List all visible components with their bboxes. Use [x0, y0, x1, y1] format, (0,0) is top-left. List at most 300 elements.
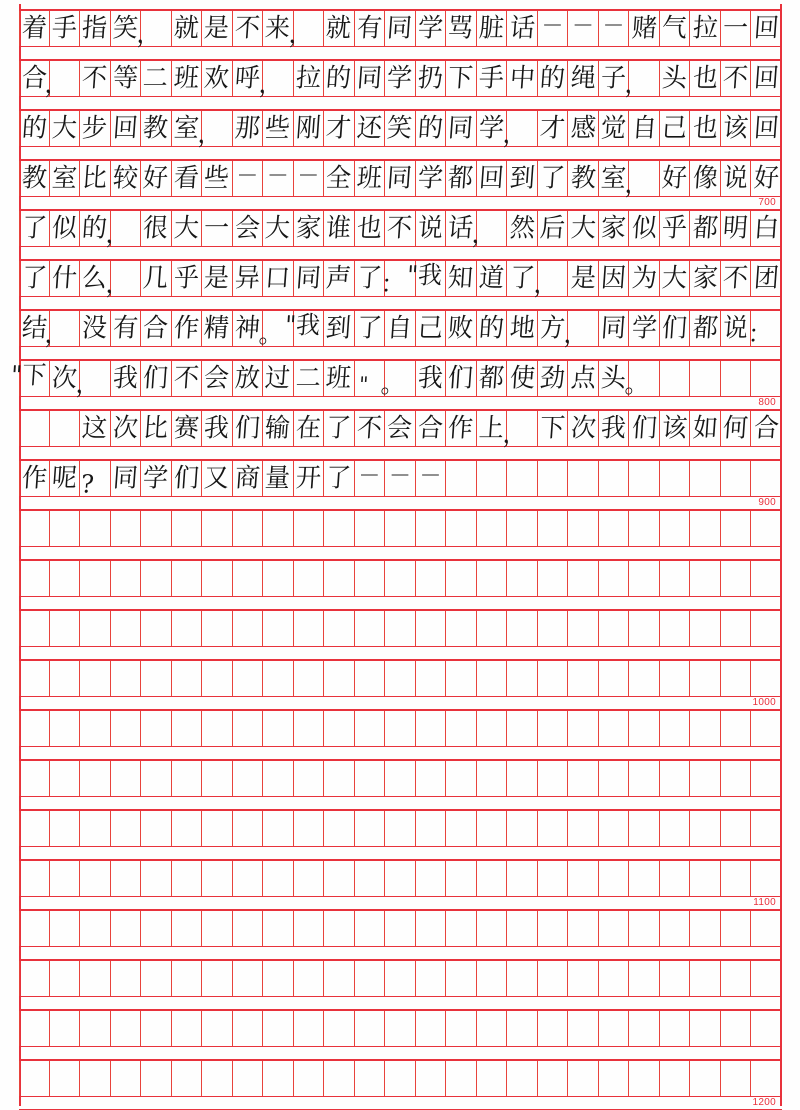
- grid-cell[interactable]: [294, 761, 325, 796]
- grid-cell[interactable]: [538, 761, 569, 796]
- grid-cell[interactable]: [629, 661, 660, 696]
- grid-cell[interactable]: [538, 461, 569, 496]
- grid-cell[interactable]: [446, 911, 477, 946]
- grid-cell[interactable]: [202, 311, 233, 346]
- grid-cell[interactable]: [202, 761, 233, 796]
- grid-cell[interactable]: [233, 111, 264, 146]
- grid-cell[interactable]: [233, 711, 264, 746]
- grid-cell[interactable]: [233, 211, 264, 246]
- grid-cell[interactable]: [324, 811, 355, 846]
- grid-cell[interactable]: [19, 561, 50, 596]
- grid-cell[interactable]: [629, 11, 660, 46]
- grid-cell[interactable]: [660, 961, 691, 996]
- grid-cell[interactable]: [568, 111, 599, 146]
- grid-cell[interactable]: [50, 161, 81, 196]
- grid-cell[interactable]: [9, 359, 50, 396]
- grid-cell[interactable]: [202, 911, 233, 946]
- grid-cell[interactable]: [532, 261, 569, 299]
- grid-cell[interactable]: [405, 259, 447, 296]
- grid-cell[interactable]: [751, 461, 782, 496]
- grid-cell[interactable]: [538, 361, 569, 396]
- grid-cell[interactable]: [263, 461, 294, 496]
- grid-cell[interactable]: [721, 11, 752, 46]
- grid-cell[interactable]: [324, 1011, 355, 1046]
- grid-cell[interactable]: [660, 1061, 691, 1096]
- grid-cell[interactable]: [105, 261, 142, 299]
- grid-cell[interactable]: [660, 161, 691, 196]
- grid-cell[interactable]: [141, 711, 172, 746]
- grid-cell[interactable]: [141, 1061, 172, 1096]
- grid-cell[interactable]: [385, 761, 416, 796]
- grid-cell[interactable]: [19, 1011, 50, 1046]
- grid-cell[interactable]: [690, 11, 721, 46]
- grid-cell[interactable]: [355, 661, 386, 696]
- grid-cell[interactable]: [416, 661, 447, 696]
- grid-cell[interactable]: [202, 1061, 233, 1096]
- grid-cell[interactable]: [721, 511, 752, 546]
- grid-cell[interactable]: [80, 1061, 111, 1096]
- grid-cell[interactable]: [538, 61, 569, 96]
- grid-cell[interactable]: [721, 861, 752, 896]
- grid-cell[interactable]: [172, 811, 203, 846]
- grid-cell[interactable]: [19, 1061, 50, 1096]
- grid-cell[interactable]: [50, 11, 81, 46]
- grid-cell[interactable]: [385, 61, 416, 96]
- grid-cell[interactable]: [660, 911, 691, 946]
- grid-cell[interactable]: [690, 311, 721, 346]
- grid-cell[interactable]: [141, 761, 172, 796]
- grid-cell[interactable]: [751, 361, 782, 396]
- grid-cell[interactable]: [355, 811, 386, 846]
- grid-cell[interactable]: [233, 661, 264, 696]
- grid-cell[interactable]: [172, 611, 203, 646]
- grid-cell[interactable]: [660, 61, 691, 96]
- grid-cell[interactable]: [324, 161, 355, 196]
- grid-cell[interactable]: [599, 711, 630, 746]
- grid-cell[interactable]: [111, 561, 142, 596]
- grid-cell[interactable]: [660, 11, 691, 46]
- grid-cell[interactable]: [294, 411, 325, 446]
- grid-cell[interactable]: [507, 711, 538, 746]
- grid-cell[interactable]: [233, 961, 264, 996]
- grid-cell[interactable]: [660, 311, 691, 346]
- grid-cell[interactable]: [202, 361, 233, 396]
- grid-cell[interactable]: [507, 861, 538, 896]
- grid-cell[interactable]: [263, 361, 294, 396]
- grid-cell[interactable]: [385, 611, 416, 646]
- grid-cell[interactable]: [629, 311, 660, 346]
- grid-cell[interactable]: [721, 961, 752, 996]
- grid-cell[interactable]: [446, 761, 477, 796]
- grid-cell[interactable]: [202, 161, 233, 196]
- grid-cell[interactable]: [294, 811, 325, 846]
- grid-cell[interactable]: [19, 161, 50, 196]
- grid-cell[interactable]: [660, 811, 691, 846]
- grid-cell[interactable]: [202, 61, 233, 96]
- grid-cell[interactable]: [233, 861, 264, 896]
- grid-cell[interactable]: [111, 661, 142, 696]
- grid-cell[interactable]: [599, 11, 630, 46]
- grid-cell[interactable]: [751, 161, 782, 196]
- grid-cell[interactable]: [501, 411, 538, 449]
- grid-cell[interactable]: [751, 11, 782, 46]
- grid-cell[interactable]: [690, 61, 721, 96]
- grid-cell[interactable]: [202, 211, 233, 246]
- grid-cell[interactable]: [599, 561, 630, 596]
- grid-cell[interactable]: [599, 611, 630, 646]
- grid-cell[interactable]: [446, 511, 477, 546]
- grid-cell[interactable]: [111, 411, 142, 446]
- grid-cell[interactable]: [141, 461, 172, 496]
- grid-cell[interactable]: [111, 961, 142, 996]
- grid-cell[interactable]: [690, 1011, 721, 1046]
- grid-cell[interactable]: [80, 311, 111, 346]
- grid-cell[interactable]: [477, 361, 508, 396]
- grid-cell[interactable]: [324, 361, 355, 396]
- grid-cell[interactable]: [50, 111, 81, 146]
- grid-cell[interactable]: [416, 1011, 447, 1046]
- grid-cell[interactable]: [721, 611, 752, 646]
- grid-cell[interactable]: [660, 211, 691, 246]
- grid-cell[interactable]: [294, 1011, 325, 1046]
- grid-cell[interactable]: [172, 561, 203, 596]
- grid-cell[interactable]: [599, 111, 630, 146]
- grid-cell[interactable]: [507, 211, 538, 246]
- grid-cell[interactable]: [385, 661, 416, 696]
- grid-cell[interactable]: [172, 1011, 203, 1046]
- grid-cell[interactable]: [19, 11, 50, 46]
- grid-cell[interactable]: [324, 261, 355, 296]
- grid-cell[interactable]: [446, 1011, 477, 1046]
- grid-cell[interactable]: [355, 911, 386, 946]
- grid-cell[interactable]: [477, 461, 508, 496]
- grid-cell[interactable]: [324, 761, 355, 796]
- grid-cell[interactable]: [135, 11, 172, 49]
- grid-cell[interactable]: [50, 561, 81, 596]
- grid-cell[interactable]: [19, 411, 50, 446]
- grid-cell[interactable]: [629, 561, 660, 596]
- grid-cell[interactable]: [751, 911, 782, 946]
- grid-cell[interactable]: [416, 411, 447, 446]
- grid-cell[interactable]: [446, 611, 477, 646]
- grid-cell[interactable]: [446, 411, 477, 446]
- grid-cell[interactable]: [111, 61, 142, 96]
- grid-cell[interactable]: [111, 611, 142, 646]
- grid-cell[interactable]: [141, 561, 172, 596]
- grid-cell[interactable]: [538, 1011, 569, 1046]
- grid-cell[interactable]: [568, 461, 599, 496]
- grid-cell[interactable]: [385, 11, 416, 46]
- grid-cell[interactable]: [172, 361, 203, 396]
- grid-cell[interactable]: [721, 411, 752, 446]
- grid-cell[interactable]: [19, 661, 50, 696]
- grid-cell[interactable]: [50, 511, 81, 546]
- grid-cell[interactable]: [599, 261, 630, 296]
- grid-cell[interactable]: [233, 411, 264, 446]
- grid-cell[interactable]: [294, 611, 325, 646]
- grid-cell[interactable]: [751, 1011, 782, 1046]
- grid-cell[interactable]: [751, 61, 782, 96]
- grid-cell[interactable]: [233, 611, 264, 646]
- grid-cell[interactable]: [660, 1011, 691, 1046]
- grid-cell[interactable]: [751, 961, 782, 996]
- grid-cell[interactable]: [283, 309, 325, 346]
- grid-cell[interactable]: [416, 211, 447, 246]
- grid-cell[interactable]: [355, 311, 386, 346]
- grid-cell[interactable]: [50, 611, 81, 646]
- grid-cell[interactable]: [568, 411, 599, 446]
- grid-cell[interactable]: [568, 811, 599, 846]
- grid-cell[interactable]: [446, 661, 477, 696]
- grid-cell[interactable]: [629, 511, 660, 546]
- grid-cell[interactable]: [629, 861, 660, 896]
- grid-cell[interactable]: [629, 961, 660, 996]
- grid-cell[interactable]: [111, 711, 142, 746]
- grid-cell[interactable]: [233, 911, 264, 946]
- grid-cell[interactable]: [721, 1011, 752, 1046]
- grid-cell[interactable]: [599, 1061, 630, 1096]
- grid-cell[interactable]: [416, 611, 447, 646]
- grid-cell[interactable]: [233, 761, 264, 796]
- grid-cell[interactable]: [446, 61, 477, 96]
- grid-cell[interactable]: [19, 511, 50, 546]
- grid-cell[interactable]: [50, 261, 81, 296]
- grid-cell[interactable]: [80, 561, 111, 596]
- grid-cell[interactable]: [507, 911, 538, 946]
- grid-cell[interactable]: [538, 1061, 569, 1096]
- grid-cell[interactable]: [416, 1061, 447, 1096]
- grid-cell[interactable]: [172, 161, 203, 196]
- grid-cell[interactable]: [629, 761, 660, 796]
- grid-cell[interactable]: [50, 711, 81, 746]
- grid-cell[interactable]: [111, 861, 142, 896]
- grid-cell[interactable]: [202, 811, 233, 846]
- grid-cell[interactable]: [690, 611, 721, 646]
- grid-cell[interactable]: [355, 611, 386, 646]
- grid-cell[interactable]: [19, 861, 50, 896]
- grid-cell[interactable]: [568, 261, 599, 296]
- grid-cell[interactable]: [385, 561, 416, 596]
- grid-cell[interactable]: [80, 661, 111, 696]
- grid-cell[interactable]: [690, 261, 721, 296]
- grid-cell[interactable]: [599, 861, 630, 896]
- grid-cell[interactable]: [568, 11, 599, 46]
- grid-cell[interactable]: [477, 511, 508, 546]
- grid-cell[interactable]: [471, 211, 508, 249]
- grid-cell[interactable]: [690, 711, 721, 746]
- grid-cell[interactable]: [294, 1061, 325, 1096]
- grid-cell[interactable]: [80, 611, 111, 646]
- grid-cell[interactable]: [80, 711, 111, 746]
- grid-cell[interactable]: [263, 411, 294, 446]
- grid-cell[interactable]: [50, 211, 81, 246]
- grid-cell[interactable]: [294, 361, 325, 396]
- grid-cell[interactable]: [50, 961, 81, 996]
- grid-cell[interactable]: [355, 11, 386, 46]
- grid-cell[interactable]: [19, 911, 50, 946]
- grid-cell[interactable]: [660, 661, 691, 696]
- grid-cell[interactable]: [202, 711, 233, 746]
- grid-cell[interactable]: [501, 111, 538, 149]
- grid-cell[interactable]: [629, 1061, 660, 1096]
- grid-cell[interactable]: [385, 811, 416, 846]
- grid-cell[interactable]: [477, 661, 508, 696]
- grid-cell[interactable]: [416, 311, 447, 346]
- grid-cell[interactable]: [538, 811, 569, 846]
- grid-cell[interactable]: [690, 961, 721, 996]
- grid-cell[interactable]: [202, 461, 233, 496]
- grid-cell[interactable]: [624, 61, 660, 99]
- grid-cell[interactable]: [446, 861, 477, 896]
- grid-cell[interactable]: [416, 711, 447, 746]
- grid-cell[interactable]: [141, 861, 172, 896]
- grid-cell[interactable]: [416, 811, 447, 846]
- grid-cell[interactable]: [751, 861, 782, 896]
- grid-cell[interactable]: [50, 811, 81, 846]
- grid-cell[interactable]: [538, 661, 569, 696]
- grid-cell[interactable]: [507, 561, 538, 596]
- grid-cell[interactable]: [721, 711, 752, 746]
- grid-cell[interactable]: [355, 461, 386, 496]
- grid-cell[interactable]: [141, 411, 172, 446]
- grid-cell[interactable]: [477, 11, 508, 46]
- grid-cell[interactable]: [690, 461, 721, 496]
- grid-cell[interactable]: [355, 761, 386, 796]
- grid-cell[interactable]: [416, 961, 447, 996]
- grid-cell[interactable]: [172, 61, 203, 96]
- grid-cell[interactable]: [446, 1061, 477, 1096]
- grid-cell[interactable]: [355, 1061, 386, 1096]
- grid-cell[interactable]: [538, 211, 569, 246]
- grid-cell[interactable]: [477, 861, 508, 896]
- grid-cell[interactable]: [19, 761, 50, 796]
- grid-cell[interactable]: [721, 61, 752, 96]
- grid-cell[interactable]: [751, 211, 782, 246]
- grid-cell[interactable]: [721, 461, 752, 496]
- grid-cell[interactable]: [111, 1011, 142, 1046]
- grid-cell[interactable]: [568, 961, 599, 996]
- grid-cell[interactable]: [599, 661, 630, 696]
- grid-cell[interactable]: [446, 111, 477, 146]
- grid-cell[interactable]: [172, 411, 203, 446]
- grid-cell[interactable]: [416, 861, 447, 896]
- grid-cell[interactable]: [233, 161, 264, 196]
- grid-cell[interactable]: [233, 1061, 264, 1096]
- grid-cell[interactable]: [690, 561, 721, 596]
- grid-cell[interactable]: [385, 911, 416, 946]
- grid-cell[interactable]: [629, 111, 660, 146]
- grid-cell[interactable]: [721, 161, 752, 196]
- grid-cell[interactable]: [111, 311, 142, 346]
- grid-cell[interactable]: [19, 211, 50, 246]
- grid-cell[interactable]: [172, 11, 203, 46]
- grid-cell[interactable]: [202, 261, 233, 296]
- grid-cell[interactable]: [751, 511, 782, 546]
- grid-cell[interactable]: [660, 461, 691, 496]
- grid-cell[interactable]: [385, 111, 416, 146]
- grid-cell[interactable]: [80, 61, 111, 96]
- grid-cell[interactable]: [385, 311, 416, 346]
- grid-cell[interactable]: [690, 511, 721, 546]
- grid-cell[interactable]: [385, 511, 416, 546]
- grid-cell[interactable]: [19, 811, 50, 846]
- grid-cell[interactable]: [172, 1061, 203, 1096]
- grid-cell[interactable]: [233, 461, 264, 496]
- grid-cell[interactable]: [111, 911, 142, 946]
- grid-cell[interactable]: [233, 1011, 264, 1046]
- grid-cell[interactable]: [599, 761, 630, 796]
- grid-cell[interactable]: [446, 461, 477, 496]
- grid-cell[interactable]: [690, 111, 721, 146]
- grid-cell[interactable]: [288, 11, 325, 49]
- grid-cell[interactable]: [80, 511, 111, 546]
- grid-cell[interactable]: [172, 211, 203, 246]
- grid-cell[interactable]: [629, 1011, 660, 1046]
- grid-cell[interactable]: [446, 311, 477, 346]
- grid-cell[interactable]: [624, 161, 660, 199]
- grid-cell[interactable]: [660, 761, 691, 796]
- grid-cell[interactable]: [294, 861, 325, 896]
- grid-cell[interactable]: [446, 161, 477, 196]
- grid-cell[interactable]: [50, 461, 81, 496]
- grid-cell[interactable]: [294, 161, 325, 196]
- grid-cell[interactable]: [294, 461, 325, 496]
- grid-cell[interactable]: [507, 361, 538, 396]
- grid-cell[interactable]: [751, 761, 782, 796]
- grid-cell[interactable]: [568, 911, 599, 946]
- grid-cell[interactable]: [629, 261, 660, 296]
- grid-cell[interactable]: [80, 111, 111, 146]
- grid-cell[interactable]: [446, 261, 477, 296]
- grid-cell[interactable]: [568, 361, 599, 396]
- grid-cell[interactable]: [721, 1061, 752, 1096]
- grid-cell[interactable]: [233, 361, 264, 396]
- grid-cell[interactable]: [80, 861, 111, 896]
- grid-cell[interactable]: [202, 561, 233, 596]
- grid-cell[interactable]: [80, 911, 111, 946]
- grid-cell[interactable]: [416, 61, 447, 96]
- grid-cell[interactable]: [379, 361, 416, 399]
- grid-cell[interactable]: [355, 111, 386, 146]
- grid-cell[interactable]: [477, 911, 508, 946]
- grid-cell[interactable]: [721, 661, 752, 696]
- grid-cell[interactable]: [477, 561, 508, 596]
- grid-cell[interactable]: [19, 461, 50, 496]
- grid-cell[interactable]: [324, 661, 355, 696]
- grid-cell[interactable]: [538, 511, 569, 546]
- grid-cell[interactable]: [80, 461, 111, 499]
- grid-cell[interactable]: [721, 761, 752, 796]
- grid-cell[interactable]: [202, 611, 233, 646]
- grid-cell[interactable]: [751, 1061, 782, 1096]
- grid-cell[interactable]: [690, 411, 721, 446]
- grid-cell[interactable]: [599, 961, 630, 996]
- grid-cell[interactable]: [507, 11, 538, 46]
- grid-cell[interactable]: [141, 61, 172, 96]
- grid-cell[interactable]: [294, 661, 325, 696]
- grid-cell[interactable]: [294, 111, 325, 146]
- grid-cell[interactable]: [599, 461, 630, 496]
- grid-cell[interactable]: [477, 61, 508, 96]
- grid-cell[interactable]: [446, 361, 477, 396]
- grid-cell[interactable]: [629, 611, 660, 646]
- grid-cell[interactable]: [141, 511, 172, 546]
- grid-cell[interactable]: [202, 411, 233, 446]
- grid-cell[interactable]: [233, 11, 264, 46]
- grid-cell[interactable]: [538, 711, 569, 746]
- grid-cell[interactable]: [507, 311, 538, 346]
- grid-cell[interactable]: [233, 811, 264, 846]
